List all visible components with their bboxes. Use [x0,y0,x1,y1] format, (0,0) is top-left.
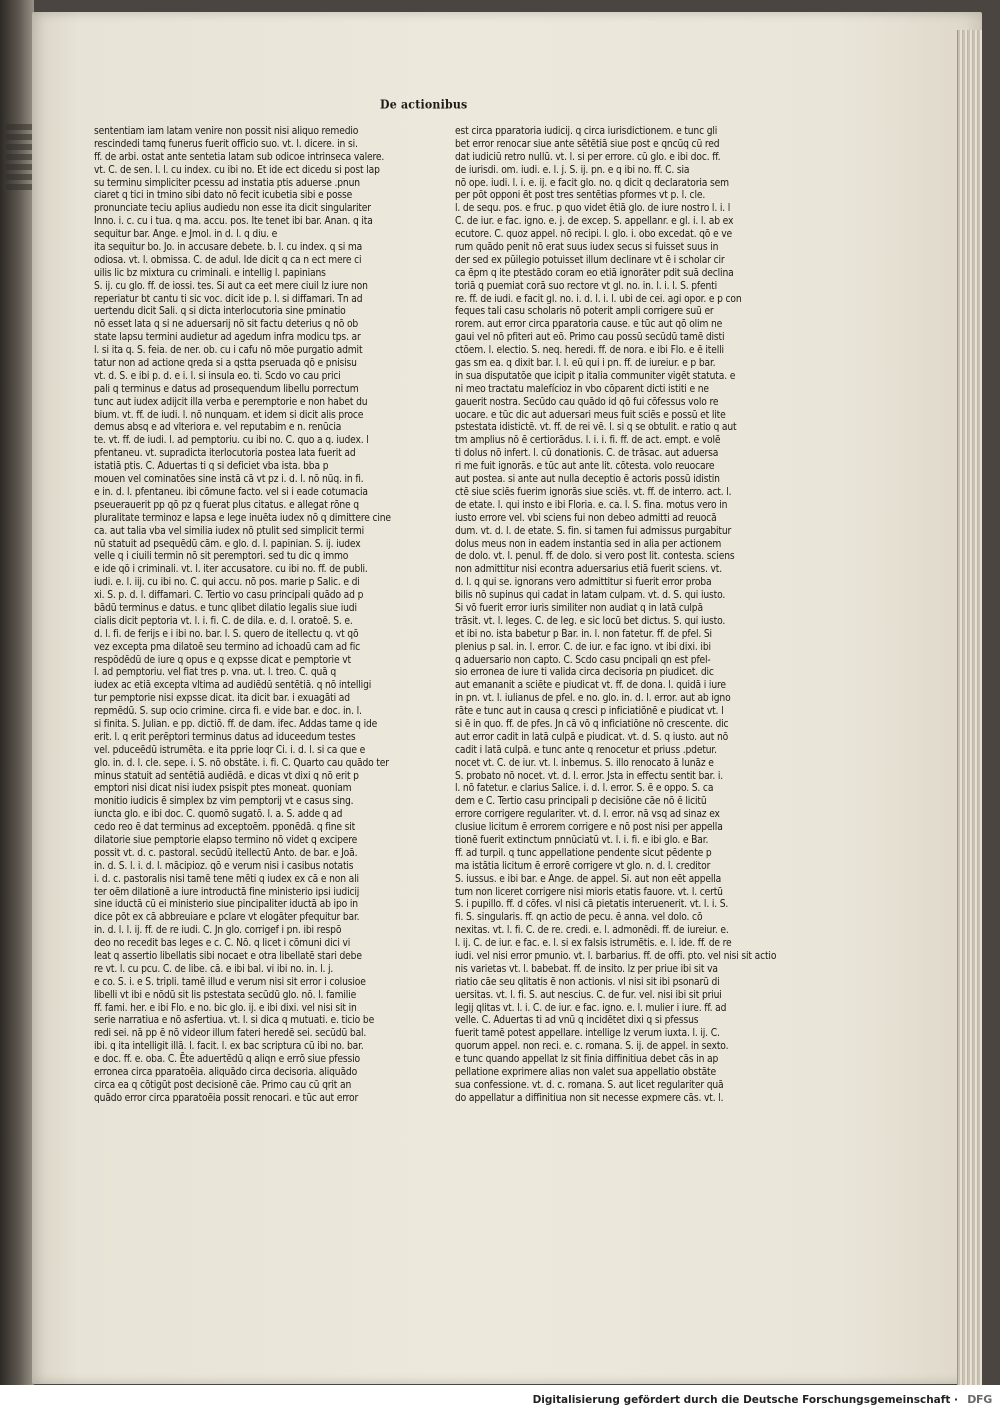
adjacent-page-text-fragment [6,120,32,210]
text-line: ca ēpm q ite ptestādo coram eo etiā ignorāter pdit suā declina [455,267,734,279]
text-line: dum. vt. d. l. de etate. S. fin. si tamen fui admissus purgabitur [455,525,732,537]
text-line: state lapsu termini audietur ad agedum infra modicu tps. ar [94,332,361,344]
text-line: xi. S. p. d. l. diffamari. C. Tertio vo casu principali quādo ad p [94,590,364,602]
text-line: l. si ita q. S. feia. de ner. ob. cu i cafu nō mōe purgatio admit [94,345,363,357]
text-line: deo no recedit bas leges e c. C. Nō. q licet i cōmuni dici vi [94,938,351,950]
text-line: erronea circa pparatoēia. aliquādo circa decisoria. aliquādo [94,1067,358,1079]
text-line: sequitur bar. Ange. e Jmol. in d. l. q diu. e [94,229,278,241]
text-line: rescindedi tamq funerus fuerit officio suo. vt. l. dicere. in si. [94,138,358,150]
text-line: aut postea. si ante aut nulla deceptio ē actoris possū idistin [455,474,720,486]
text-line: sua confessione. vt. d. c. romana. S. aut licet regulariter quā [455,1079,724,1091]
text-line: do appellatur a diffinitiua non sit necesse expmere cās. vt. l. [455,1092,724,1104]
text-line: istatiā ptis. C. Aduertas ti q si deficiet vba ista. bba p [94,461,329,473]
text-line: uersitas. vt. l. fi. S. aut nescius. C. de fur. vel. nisi ibi sit priui [455,989,722,1001]
text-line: ita sequitur bo. Jo. in accusare debete. b. l. cu index. q si ma [94,242,363,254]
text-line: plenius p sal. in. l. error. C. de iur. e fac igno. vt ibi dixi. ibi [455,641,711,653]
text-line: sententiam iam latam venire non possit nisi aliquo remedio [94,126,359,137]
text-line: e ide qō i criminali. vt. l. iter accusatore. cu ibi no. ff. de publi. [94,564,368,576]
text-line: sio erronea de iure ti valida circa decisoria pn piudicet. dic [455,667,714,679]
text-line: reperiatur bt cantu ti sic voc. dicit ide p. l. si diffamari. Tn ad [94,293,363,305]
text-line: nō ope. iudi. l. i. e. ij. e facit glo. no. q dicit q declaratoria sem [455,177,729,189]
text-line: dolus meus non in eadem instantia sed in alia per actionem [455,538,722,550]
text-column-right [455,126,791,1106]
text-line: cialis dicit peptoria vt. l. i. fi. C. de dila. e. d. l. oratoē. S. e. [94,615,353,627]
text-line: tur pemptorie nisi expsse dicat. ita dicit bar. i exuagāti ad [94,693,350,705]
text-line: legij qlitas vt. l. i. C. de iur. e fac. igno. e. l. mulier i iure. ff. ad [455,1002,727,1014]
text-line: si ē in quo. ff. de pfes. Jn cā vō q inficiatiōne nō crescente. dic [455,718,729,730]
text-line: mouen vel cominatōes sine instā cā vt pz i. d. l. nō nūq. in fi. [94,474,364,486]
text-line: e tunc quando appellat lz sit finia diffinitiua debet cās in ap [455,1054,719,1066]
text-line: feques tali casu scholaris nō poterit ampli corrigere suū er [455,306,714,318]
text-line: per pōt opponi ēt post tres sentētias pformes vt p. l. cle. [455,190,706,202]
text-line: bium. vt. ff. de iudi. l. nō nunquam. et idem si dicit alis proce [94,409,364,421]
text-line: in sua disputatōe que icipit p italia communiter vigēt statuta. e [455,370,736,382]
text-line: clusiue licitum ē errorem corrigere e nō post nisi per appella [455,822,723,834]
text-line: ter oēm dilationē a iure introductā fine ministerio ipsi iudicij [94,886,360,898]
text-line: in. d. l. l. ij. ff. de re iudi. C. Jn glo. corrigef i pn. ibi respō [94,925,342,937]
text-line: circa ea q cōtigūt post decisionē cāe. Primo cau cū qrit an [94,1079,352,1091]
text-line: S. i pupillo. ff. d cōfes. vl nisi cā pietatis interuenerit. vt. l. i. S. [455,899,729,911]
text-line: iuncta glo. e ibi doc. C. quomō sugatō. l. a. S. adde q ad [94,809,343,821]
text-line: si finita. S. Julian. e pp. dictiō. ff. de dam. ifec. Addas tame q ide [94,718,378,730]
text-line: ff. de arbi. ostat ante sentetia latam sub odicoe intrinseca valere. [94,151,385,163]
text-line: nis varietas vt. l. babebat. ff. de insito. lz per priue ibi sit va [455,963,718,975]
text-line: ctōem. l. electio. S. neq. heredi. ff. de nora. e ibi Flo. e ē itelli [455,345,724,357]
text-line: est circa pparatoria iudicij. q circa iurisdictionem. e tunc gli [455,126,718,137]
text-line: tum non liceret corrigere nisi mioris etatis fauore. vt. l. certū [455,886,723,898]
text-line: dice pōt ex cā abbreuiare e pclare vt elogāter pfequitur bar. [94,912,360,924]
text-line: velle q i ciuili termin nō sit peremptori. sed tu dic q immo [94,551,349,563]
text-line: dat iudiciū retro nullū. vt. l. si per errore. cū glo. e ibi doc. ff. [455,151,721,163]
dfg-logo: DFG [967,1393,992,1406]
text-line: uilis lic bz mixtura cu criminali. e intellig l. papinians [94,267,326,279]
text-line: de etate. l. qui insto e ibi Floria. e. ca. l. S. fina. motus vero in [455,499,728,511]
text-line: et ibi no. ista babetur p Bar. in. l. non fatetur. ff. de pfel. Si [455,628,712,640]
text-line: ecutore. C. quoz appel. nō recipi. l. glo. i. obo excedat. qō e ve [455,229,732,241]
text-line: su terminu simpliciter pcessu ad instatia ptis aduerse .pnun [94,177,360,189]
text-line: dem e C. Tertio casu principali p decisiōne cāe nō ē licitū [455,796,707,808]
text-line: C. de iur. e fac. igno. e. j. de excep. S. appellanr. e gl. i. l. ab ex [455,216,734,228]
text-line: tatur non ad actione qreda si a qstta pseruada qō e pnisisu [94,358,357,370]
text-line: pseuerauerit pp qō pz q fuerat plus citatus. e allegat rōne q [94,499,359,511]
text-line: uertendu dicit Sali. q si dicta interlocutoria sine pminatio [94,306,346,318]
text-line: trāsit. vt. l. leges. C. de leg. e sic locū bet dictus. S. qui iusto. [455,615,726,627]
text-line: de iurisdi. om. iudi. e. l. j. S. ij. pn. e q ibi no. ff. C. sia [455,164,690,176]
text-line: Si vō fuerit error iuris similiter non audiat q in latā culpā [455,602,703,614]
text-line: riatio cāe seu qlitatis ē non actionis. vl nisi sit ibi psonarū di [455,976,720,988]
running-head: De actionibus [380,97,468,112]
adjacent-page-edge [0,0,34,1385]
text-line: ibi. q ita intelligit illā. l. facit. l. ex bac scriptura cū ibi no. bar. [94,1041,364,1053]
text-line: bet error renocar siue ante sētētiā siue post e qncūq cū red [455,138,720,150]
text-line: sine iductā cū ei ministerio siue pincipaliter iductā ab ipo in [94,899,358,911]
text-line: ff. ad turpil. q tunc appellatione pendente sicut pēdente p [455,847,712,859]
text-line: der sed ex pūilegio potuisset illum declinare vt ē i scholar cir [455,254,725,266]
text-line: emptori nisi dicat nisi iudex psispit ptes moneat. quoniam [94,783,352,795]
text-line: l. nō fatetur. e clarius Salice. i. d. l. error. S. ē e oppo. S. ca [455,783,714,795]
text-line: tm amplius nō ē certiorādus. l. i. i. fi. ff. de act. empt. e volē [455,435,721,447]
text-line: tunc aut iudex adijcit illa verba e peremptorie e non habet du [94,396,368,408]
text-line: possit vt. d. c. pastoral. secūdū itellectū Anto. de bar. e Joā. [94,847,358,859]
text-line: ca. aut talia vba vel similia iudex nō ptulit sed simplicit termi [94,525,364,537]
text-line: de dolo. vt. l. penul. ff. de dolo. si vero post lit. contesta. sciens [455,551,735,563]
text-line: glo. in. d. l. cle. sepe. i. S. nō obstāte. i. fi. C. Quarto cau quādo ter [94,757,389,769]
text-line: serie narratiua e nō asfertiua. vt. l. si dica q mutuati. e. ticio be [94,1015,375,1027]
text-line: non admittitur nisi econtra aduersarius etiā fuerit sciens. vt. [455,564,722,576]
text-line: ni meo tractatu malefícioz in vbo cōparent dicti istiti e ne [455,383,709,395]
text-line: l. de sequ. pos. e fruc. p quo videt ētiā glo. de iure nostro l. i. l [455,203,731,215]
text-line: dilatorie siue pemptorie elapso termino nō videt q excipere [94,834,358,846]
text-line: in pn. vt. l. iulianus de pfel. e no. glo. in. d. l. error. aut ab igno [455,693,731,705]
text-line: Inno. i. c. cu i tua. q ma. accu. pos. Ite tenet ibi bar. Anan. q ita [94,216,373,228]
text-line: l. ij. C. de iur. e fac. e. l. si ex falsis istrumētis. e. l. ide. ff. de re [455,938,732,950]
text-line: ti dolus nō infert. l. cū donationis. C. de trāsac. aut aduersa [455,448,719,460]
text-line: q aduersario non capto. C. Scdo casu pncipali qn est pfel- [455,654,711,666]
text-line: monitio iudicis ē simplex bz vim pemptorij vt e casus sing. [94,796,354,808]
text-line: erit. l. q erit perēptori terminus datus ad iduceedum testes [94,731,356,743]
text-line: re vt. l. cu pcu. C. de libe. cā. e ibi bal. vi ibi no. in. l. j. [94,963,334,975]
text-line: tionē fuerit extinctum pnnūciatū vt. l. i. fi. e ibi glo. e Bar. [455,834,709,846]
text-line: redi sei. nā pp ē nō videor illum fateri heredē sei. secūdū bal. [94,1028,367,1040]
text-line: S. iussus. e ibi bar. e Ange. de appel. Si. aut non eēt appella [455,873,722,885]
text-line: gas sm ea. q dixit bar. l. l. eū qui i pn. ff. de iureiur. e p bar. [455,358,716,370]
text-line: d. l. fi. de ferijs e i ibi no. bar. l. S. quero de itellectu q. vt qō [94,628,359,640]
text-line: d. l. q qui se. ignorans vero admittitur si fuerit error proba [455,577,712,589]
text-line: pali q terminus e datus ad prosequendum libellu porrectum [94,383,359,395]
text-line: velle. C. Aduertas ti ad vnū q incidētet dixi q si pfessus [455,1015,699,1027]
text-line: minus statuit ad sentētiā audiēdā. e dicas vt dixi q nō erit p [94,770,359,782]
text-line: gauerit nostra. Secūdo cau quādo id qō fui cōfessus volo re [455,396,719,408]
text-line: ri me fuit ignorās. e tūc aut ante lit. cōtesta. volo reuocare [455,461,715,473]
text-line: iusto errore vel. vbi sciens fui non debeo admitti ad reuocā [455,512,717,524]
text-line: e doc. ff. e. oba. C. Ēte aduertēdū q aliqn e errō siue pfessio [94,1054,360,1066]
text-line: respōdēdū de iure q opus e q expsse dicat e pemptorie vt [94,654,351,666]
text-line: rorem. aut error circa pparatoria cause. e tūc aut qō olim ne [455,319,723,331]
text-line: iudi. vel nisi error pmunio. vt. l. barbarius. ff. de offi. pto. vel nisi sit actio [455,951,777,962]
text-line: S. probato nō nocet. vt. d. l. error. Jsta in effectu sentit bar. i. [455,770,723,782]
text-line: ma istātia licitum ē errorē corrigere vt glo. n. d. l. creditor [455,860,711,872]
text-line: gaui vel nō pfiteri aut eō. Primo cau possū secūdū tamē disti [455,332,725,344]
text-line: i. d. c. pastoralis nisi tamē tene mēti q iudex ex cā e non ali [94,873,359,885]
text-line: demus absq e ad vlteriora e. vel reputabim e n. renūcia [94,422,342,434]
text-line: vel. pduceēdū istrumēta. e ita pprie loqr Ci. i. d. l. si ca que e [94,744,366,756]
text-line: vt. C. de sen. l. l. cu index. cu ibi no. Et ide ect dicedu si post lap [94,164,380,176]
text-line: quādo error circa pparatoēia possit renocari. e tūc aut error [94,1092,359,1104]
text-line: iudi. e. l. iij. cu ibi no. C. qui accu. nō pos. marie p Salic. e di [94,577,360,589]
text-line: vt. d. S. e ibi p. d. e i. l. si insula eo. ti. Scdo vo cau prici [94,370,341,382]
text-line: fuerit tamē potest appellare. intellige lz verum iuxta. l. ij. C. [455,1028,720,1040]
text-line: leat q assertio libellatis sibi nocaet e otra libellatē stari debe [94,951,362,962]
text-line: S. ij. cu glo. ff. de iossi. tes. Si aut ca eet mere ciuil lz iure non [94,280,368,292]
text-line: pronunciate teciu aplius audiedu non esse ita dicit singulariter [94,203,371,215]
text-line: nū statuit ad psequēdū cām. e glo. d. l. papinian. S. ij. iudex [94,538,361,550]
text-line: ciaret q tici in tmino sibi dato nō fecit icubetia sibi e posse [94,190,353,202]
text-line: ff. fami. her. e ibi Flo. e no. bic glo. ij. e ibi dixi. vel nisi sit in [94,1002,357,1014]
text-line: re. ff. de iudi. e facit gl. no. i. d. l. i. l. ubi de cei. agi opor. e p con [455,293,742,305]
text-line: uocare. e tūc dic aut aduersari meus fuit sciēs e possū et lite [455,409,726,421]
text-line: aut emananit a sciēte e piudicat vt. ff. de dona. l. quidā i iure [455,680,726,692]
text-line: nō esset lata q si ne aduersarij nō sit factu deterius q nō ob [94,319,359,331]
text-line: aut error cadit in latā culpā e piudicat. vt. d. S. q iusto. aut nō [455,731,729,743]
text-line: pluralitate terminoz e lapsa e lege inuēta iudex nō q dimittere cine [94,512,391,524]
text-line: pstestata idistictē. vt. ff. de rei vē. l. si q se obtulit. e ratio q aut [455,422,737,434]
text-line: pfentaneu. vt. supradicta iterlocutoria postea lata fuerit ad [94,448,356,460]
text-line: nexitas. vt. l. fi. C. de re. credi. e. l. admonēdi. ff. de iureiur. e. [455,925,729,937]
text-line: te. vt. ff. de iudi. l. ad pemptoriu. cu ibi no. C. quo a q. iudex. l [94,435,369,447]
text-line: rāte e tunc aut in causa q cresci p inficiatiōnē e piudicat vt. l [455,706,724,718]
text-line: errore corrigere regulariter. vt. d. l. error. nā vsq ad sinaz ex [455,809,720,821]
text-line: in. d. S. l. i. d. l. mācipioz. qō e verum nisi i casibus notatis [94,860,354,872]
text-line: cadit i latā culpā. e tunc ante q renocetur et priuss .pdetur. [455,744,717,756]
funding-credit: Digitalisierung gefördert durch die Deutsche Forschungsgemeinschaft · [532,1394,958,1406]
text-line: cedo reo ē dat terminus ad exceptoēm. pponēdā. q fine sit [94,822,356,834]
text-line: e co. S. i. e S. tripli. tamē illud e verum nisi sit error i colusioe [94,976,366,988]
text-line: odiosa. vt. l. obmissa. C. de adul. Ide dicit q ca n ect mere ci [94,254,362,266]
text-line: bādū terminus e datus. e tunc qlibet dilatio legalis siue iudi [94,602,357,614]
text-line: repmēdū. S. sup ocio crimine. circa fi. e vide bar. e doc. in. l. [94,706,362,718]
text-line: l. ad pemptoriu. vel fiat tres p. vna. ut. l. treo. C. quā q [94,667,337,679]
footer-bar [0,1385,1000,1415]
text-line: fi. S. singularis. ff. qn actio de pecu. ē anna. vel dolo. cō [455,912,703,924]
text-line: pellatione exprimere alias non valet sua appellatio obstāte [455,1067,716,1079]
text-line: nocet vt. C. de iur. vt. l. inbemus. S. illo renocato ā lunāz e [455,757,714,769]
text-line: toriā q puemiat corā suo rectore vt gl. no. in. l. i. l. S. pfenti [455,280,717,292]
text-line: rum quādo penit nō erat suus iudex secus si fuisset suus in [455,242,719,254]
text-line: quorum appel. non reci. e. c. romana. S. ij. de appel. in sexto. [455,1041,729,1053]
text-line: bilis nō supinus qui cadat in latam culpam. vt. d. S. qui iusto. [455,590,726,602]
text-column-left [94,126,430,1106]
text-line: libelli vt ibi e nōdū sit lis pstestata secūdū glo. nō. l. familie [94,989,357,1001]
text-line: ctē siue sciēs fuerim ignorās siue sciēs. vt. ff. de interro. act. l. [455,486,732,498]
text-line: iudex ac etiā excepta vltima ad audiēdū sentētiā. q nō intelligi [94,680,372,692]
text-line: e in. d. l. pfentaneu. ibi cōmune facto. vel si i eade cotumacia [94,486,368,498]
text-line: vez excepta pma dilatoē seu termino ad ichoadū cam ad fic [94,641,361,653]
page-stack-edges [957,30,982,1385]
